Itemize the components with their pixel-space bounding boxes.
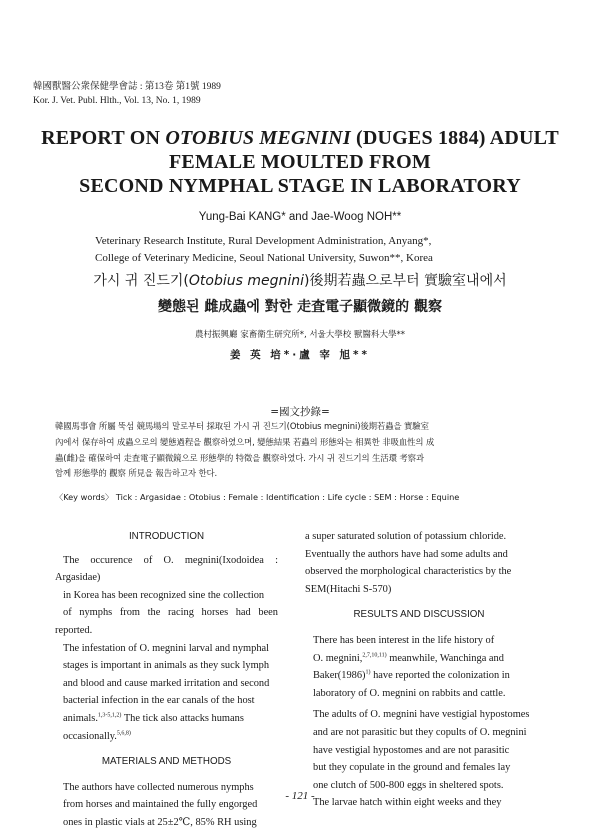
abstract-line: 韓國馬事會 所屬 뚝섬 競馬場의 말로부터 採取된 가시 귀 진드기(Otobius megnini)後期若蟲을 實驗室 xyxy=(55,421,429,431)
keywords: 〈Key words〉 Tick : Argasidae : Otobius : Female : Identification : Life cycle : SEM : Horse : Equine xyxy=(55,492,460,502)
affiliation-1: Veterinary Research Institute, Rural Development Administration, Anyang*, xyxy=(95,235,432,247)
species-name: OTOBIUS MEGNINI xyxy=(165,127,351,149)
abstract-line: 함께 形態學的 觀察 所見을 報告하고자 한다. xyxy=(55,468,218,479)
methods-paragraph-1: The authors have collected numerous nymphs from horses and maintained the fully engorged ones in plastic vials at 25±2℃, 85% RH using xyxy=(63,781,258,828)
results-paragraph-2: The adults of O. megnini have vestigial hypostomes and are not parasitic but they copults of O. megnini have vestigial hypostomes and are not parasitic but they copulate in the ground and females lay one clutch of 500-800 eggs in sheltered spots. xyxy=(313,709,530,791)
methods-heading: MATERIALS AND METHODS xyxy=(101,756,232,768)
title-line-1: REPORT ON OTOBIUS MEGNINI (DUGES 1884) ADULT xyxy=(41,127,559,149)
page-number: - 121 - xyxy=(285,790,315,802)
results-heading: RESULTS AND DISCUSSION xyxy=(353,609,485,621)
citation: 5,6,8) xyxy=(116,730,131,737)
results-paragraph-1: There has been interest in the life history of O. megnini,$^{2,7,10,11)}$ meanwhile, Wanchinga and $Baker(1986)^{1)}$ have reported the colonization in laboratory of O. megnini on rabbits and cattle. xyxy=(313,634,510,699)
citation: 1,3-5,1,2) xyxy=(97,712,122,719)
authors: Yung-Bai KANG* and Jae-Woog NOH** xyxy=(198,211,402,223)
korean-institutions: 農村振興廳 家畜衛生研究所*, 서울大學校 獸醫科大學** xyxy=(195,330,405,340)
journal-line-english: Kor. J. Vet. Publ. Hlth., Vol. 13, No. 1, 1989 xyxy=(33,96,201,106)
intro-paragraph-1: The occurence of O. megnini(Ixodoidea : Argasidae) in Korea has been recognized sine the collection of nymphs from the racing horses had been reported. xyxy=(55,554,278,636)
title-line-2: FEMALE MOULTED FROM xyxy=(169,151,431,173)
introduction-heading: INTRODUCTION xyxy=(128,531,205,542)
abstract-body xyxy=(55,419,550,482)
korean-title-line-1: 가시 귀 진드기(Otobius megnini)後期若蟲으로부터 實驗室내에서 xyxy=(93,273,507,289)
citation: 2,7,10,11) xyxy=(362,652,387,659)
results-paragraph-3: The larvae hatch within eight weeks and they xyxy=(313,797,502,809)
paper-title xyxy=(20,126,580,198)
abstract-line: 內에서 保存하여 成蟲으로의 變態過程을 觀察하였으며, 變態結果 若蟲의 形態와는 相異한 非吸血性의 成 xyxy=(55,436,435,447)
citation: 1) xyxy=(365,669,371,676)
title-line-3: SECOND NYMPHAL STAGE IN LABORATORY xyxy=(79,175,521,197)
methods-continued: a super saturated solution of potassium chloride. Eventually the authors have had some adults and observed the morphological characteristics by the SEM(Hitachi S-570) xyxy=(305,531,512,595)
intro-paragraph-2: The infestation of O. megnini larval and nymphal stages is important in animals as they suck lymph and blood and cause marked irritation and second bacterial infection in the ear canals of the host animals.$^{1,3-5,1,2)}$ The tick also attacks humans occasionally.$^{5,6,8)}$ xyxy=(63,642,270,742)
journal-citation xyxy=(33,80,221,108)
right-column xyxy=(305,528,533,812)
left-column xyxy=(55,528,278,832)
korean-authors: 姜 英 培*·盧 宰 旭** xyxy=(229,349,371,361)
affiliation-2: College of Veterinary Medicine, Seoul National University, Suwon**, Korea xyxy=(95,252,433,264)
korean-title-line-2: 變態된 雌成蟲에 對한 走査電子顯微鏡的 觀察 xyxy=(157,299,443,315)
affiliations xyxy=(95,233,565,267)
abstract-line: 蟲(雌)을 確保하여 走査電子顯微鏡으로 形態學的 特徵을 觀察하였다. 가시 귀 진드기의 生活環 考察과 xyxy=(55,452,424,463)
abstract-heading: =國文抄錄= xyxy=(270,406,330,418)
journal-line-korean: 韓國獸醫公衆保健學會誌 : 第13卷 第1號 1989 xyxy=(33,82,221,92)
